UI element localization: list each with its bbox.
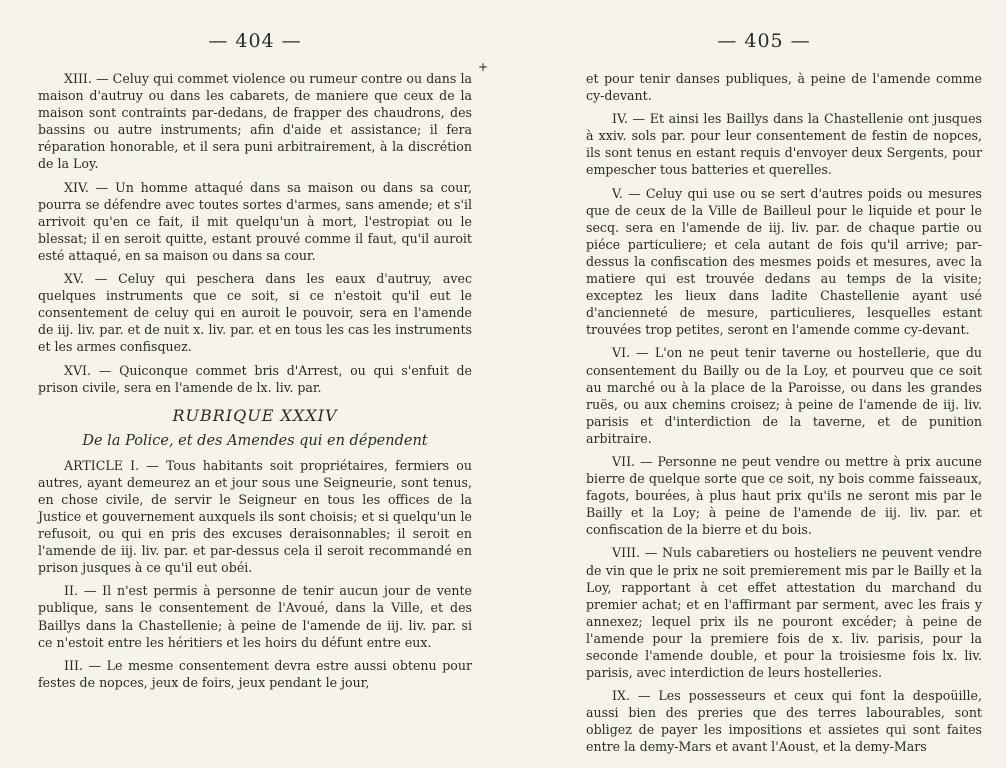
- article-iii-continuation: et pour tenir danses publiques, à peine de l'amende comme cy-devant.: [586, 71, 982, 104]
- page-number-right: — 405 —: [717, 30, 811, 52]
- rubric-subtitle: De la Police, et des Amendes qui en dépendent: [82, 432, 428, 449]
- article-v: V. — Celuy qui use ou se sert d'autres poids ou mesures que de ceux de la Ville de Bailleul pour le liquide et pour le secq. sera en l'amende de iij. liv. par. de chaque partie ou piéce particuliere; et cela autant de fois qu'il arrive; par-dessus la confiscation des mesmes poids et mesures, avec la matiere qui est trouvée dedans au temps de la visite; exceptez les lieux dans ladite Chastellenie ayant usé d'ancienneté de mesure, particulieres, lesquelles estant trouvées trop petites, seront en l'amende comme cy-devant.: [586, 185, 982, 338]
- article-xv: XV. — Celuy qui peschera dans les eaux d'autruy, avec quelques instruments que ce soit, si ce n'estoit qu'il eut le consentement de celuy qui en auroit le pouvoir, sera en l'amende de iij. liv. par. et de nuit x. liv. par. et en tous les cas les instruments et les armes confisquez.: [38, 271, 472, 355]
- left-page: [0, 0, 490, 768]
- article-i: ARTICLE I. — Tous habitants soit propriétaires, fermiers ou autres, ayant demeurez an et jour sous une Seigneurie, sont tenus, en chose civile, de servir le Seigneur en tous les offices de la Justice et gouvernement auxquels ils sont choisis; et si quelqu'un le refusoit, ou qui en pris des excuses deraisonnables; il seroit en l'amende de iij. liv. par. et par-dessus cela il seroit recommandé en prison jusques à ce qu'il eut obéi.: [38, 457, 472, 576]
- article-iii: III. — Le mesme consentement devra estre aussi obtenu pour festes de nopces, jeux de foirs, jeux pendant le jour,: [38, 657, 472, 690]
- article-iv: IV. — Et ainsi les Baillys dans la Chastellenie ont jusques à xxiv. sols par. pour leur consentement de festin de nopces, ils sont tenus en estant requis d'envoyer deux Sergents, pour empescher tous batteries et querelles.: [586, 111, 982, 178]
- article-vii: VII. — Personne ne peut vendre ou mettre à prix aucune bierre de quelque sorte que ce soit, ny bois comme faisseaux, fagots, bourées, à plus haut prix qu'ils ne seront mis par le Bailly et la Loy; à peine de l'amende de iij. liv. par. et confiscation de la bierre et du bois.: [586, 453, 982, 538]
- article-xiii: XIII. — Celuy qui commet violence ou rumeur contre ou dans la maison d'autruy ou dans les cabarets, de maniere que ceux de la maison sont contraints par-dedans, de frapper des chaudrons, des bassins ou autre instruments; afin d'aide et assistance; il fera réparation honorable, et il sera puni arbitrairement, à la discrétion de la Loy.: [38, 71, 472, 172]
- article-vi: VI. — L'on ne peut tenir taverne ou hostellerie, que du consentement du Bailly ou de la Loy, et pourveu que ce soit au marché ou à la place de la Paroisse, ou dans les grandes ruës, ou aux chemins croisez; à peine de l'amende de iij. liv. parisis et d'interdiction de la taverne, et de punition arbitraire.: [586, 345, 982, 446]
- article-xiv: XIV. — Un homme attaqué dans sa maison ou dans sa cour, pourra se défendre avec toutes sortes d'armes, sans amende; et s'il arrivoit qu'en ce fait, il mit quelqu'un à mort, l'estropiat ou le blessat; il en seroit quitte, estant prouvé comme il faut, qu'il auroit esté attaqué, en sa maison ou dans sa cour.: [38, 179, 472, 263]
- article-ix: IX. — Les possesseurs et ceux qui font la despoüille, aussi bien des preries que des terres labourables, sont obligez de payer les impositions et assietes qui sont faites entre la demy-Mars et avant l'Aoust, et la demy-Mars: [586, 688, 982, 755]
- article-viii: VIII. — Nuls cabaretiers ou hosteliers ne peuvent vendre de vin que le prix ne soit premierement mis par le Bailly et la Loy, rapportant à cet effet attestation du marchand du premier achat; et en l'affirmant par serment, avec les frais y annexez; lequel prix ils ne pouront excéder; à peine de l'amende pour la premiere fois de x. liv. parisis, pour la seconde l'amende double, et pour la troisiesme fois lx. liv. parisis, avec interdiction de leurs hostelleries.: [586, 545, 982, 681]
- right-page: [490, 0, 1006, 768]
- rubric-heading: RUBRIQUE XXXIV: [172, 405, 338, 425]
- article-ii: II. — Il n'est permis à personne de tenir aucun jour de vente publique, sans le consentement de l'Avoué, dans la Ville, et des Baillys dans la Chastellenie; à peine de l'amende de iij. liv. par. si ce n'estoit entre les héritiers et les hoirs du défunt entre eux.: [38, 583, 472, 650]
- page-number-left: — 404 —: [208, 30, 302, 52]
- article-xvi: XVI. — Quiconque commet bris d'Arrest, ou qui s'enfuit de prison civile, sera en l'amende de lx. liv. par.: [38, 362, 472, 395]
- gutter-mark: +: [478, 60, 489, 74]
